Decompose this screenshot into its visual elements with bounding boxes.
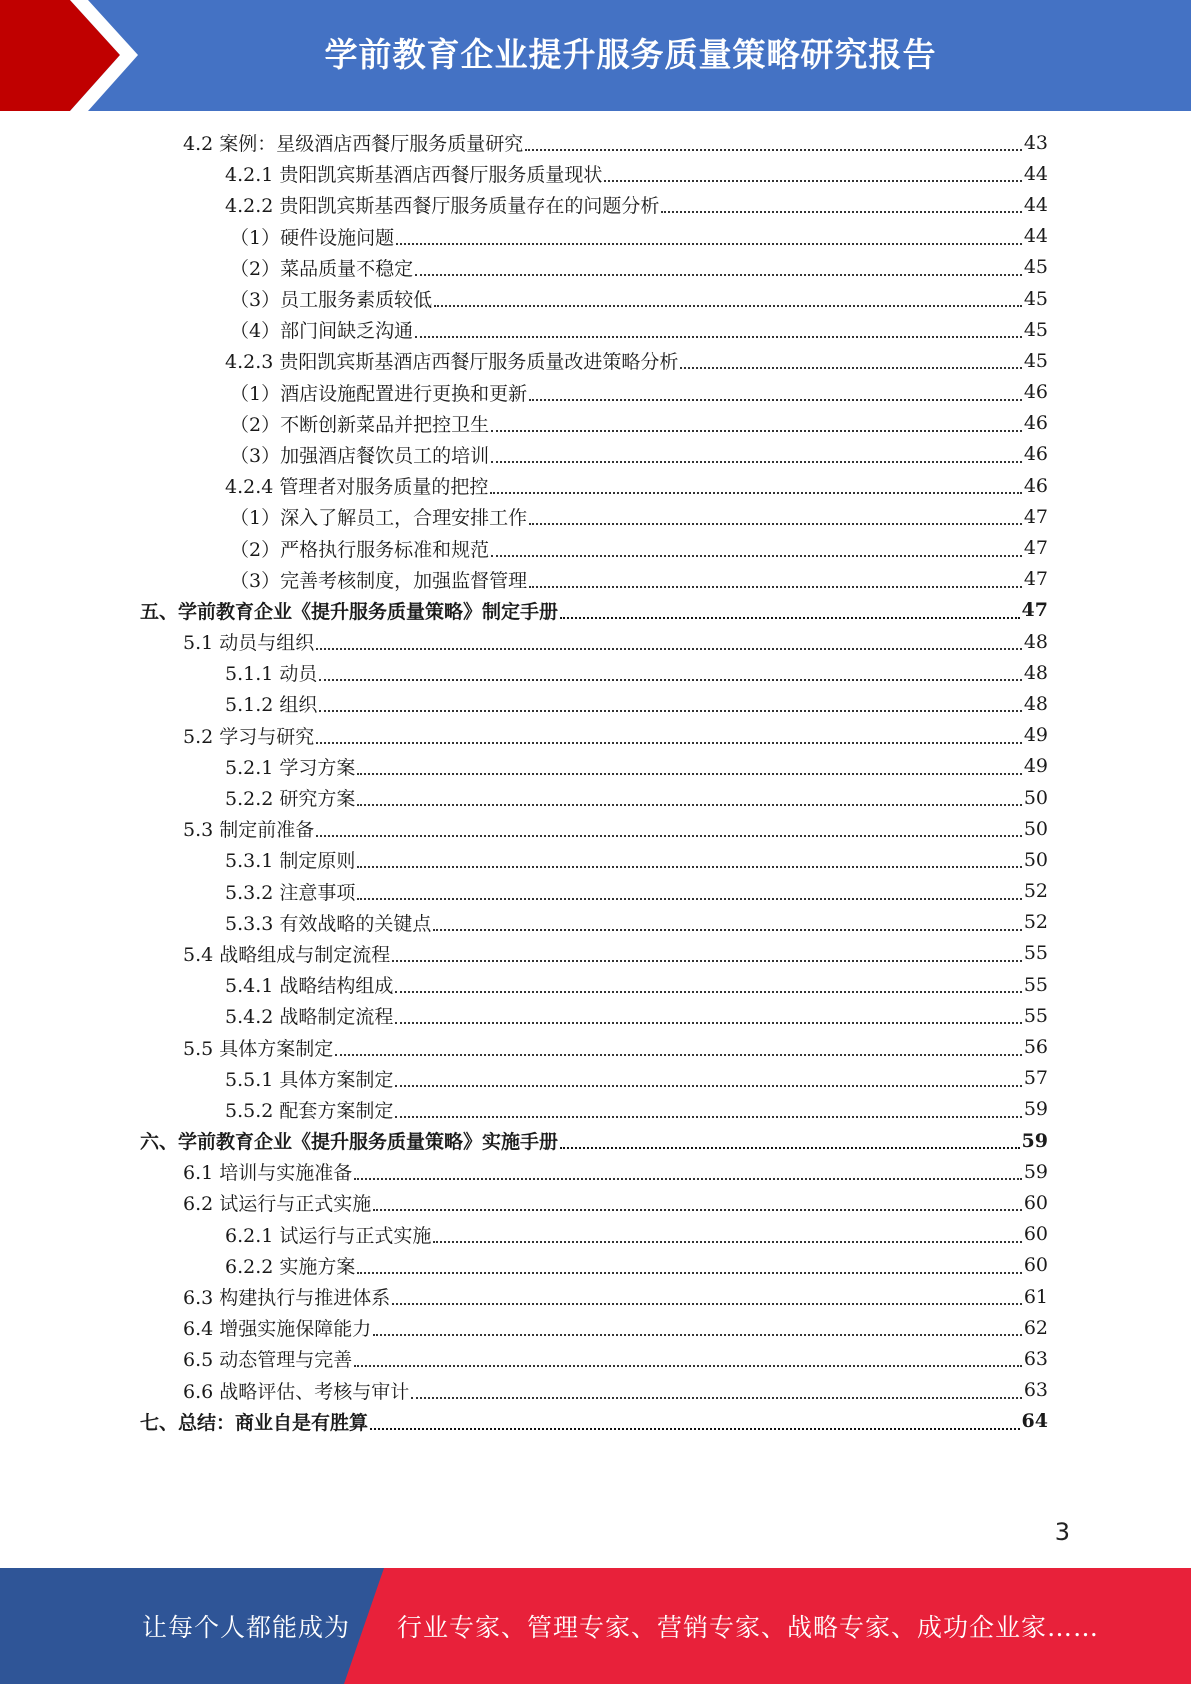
toc-entry-title: 5.5.1 具体方案制定: [225, 1068, 394, 1091]
toc-entry-page: 50: [1023, 817, 1048, 840]
toc-entry-page: 63: [1023, 1379, 1048, 1402]
toc-dot-leader: [560, 616, 1020, 619]
toc-dot-leader: [316, 834, 1022, 837]
toc-entry-title: 5.2.1 学习方案: [225, 756, 356, 779]
toc-entry-title: 5.1.2 组织: [225, 694, 318, 717]
toc-entry-page: 44: [1023, 162, 1048, 185]
toc-entry-title: 5.2.2 研究方案: [225, 788, 356, 811]
toc-entry[interactable]: [140, 1125, 1048, 1156]
toc-entry-title: 6.3 构建执行与推进体系: [183, 1287, 391, 1310]
page-number: 3: [1054, 1518, 1070, 1546]
toc-entry-title: （2）不断创新菜品并把控卫生: [230, 413, 490, 436]
toc-entry-title: 七、总结：商业自是有胜算: [140, 1411, 369, 1434]
toc-dot-leader: [335, 1053, 1022, 1056]
toc-entry[interactable]: [140, 1219, 1048, 1250]
toc-entry-title: 4.2.4 管理者对服务质量的把控: [225, 476, 489, 499]
toc-entry-title: 4.2.2 贵阳凯宾斯基西餐厅服务质量存在的问题分析: [225, 195, 660, 218]
toc-entry-title: 5.3.1 制定原则: [225, 850, 356, 873]
footer-slogan-right: 行业专家、管理专家、营销专家、战略专家、成功企业家……: [397, 1613, 1100, 1642]
toc-entry-title: 4.2 案例：星级酒店西餐厅服务质量研究: [183, 133, 524, 156]
toc-entry[interactable]: [140, 189, 1048, 220]
toc-entry[interactable]: [140, 969, 1048, 1000]
toc-entry-title: 5.5 具体方案制定: [183, 1037, 334, 1060]
page-header: [0, 0, 1191, 111]
toc-dot-leader: [357, 1271, 1021, 1274]
toc-entry[interactable]: [140, 345, 1048, 376]
toc-entry-title: （3）员工服务素质较低: [230, 289, 433, 312]
toc-entry-page: 55: [1023, 973, 1048, 996]
toc-entry[interactable]: [140, 626, 1048, 657]
toc-dot-leader: [529, 585, 1022, 588]
toc-entry[interactable]: [140, 532, 1048, 563]
toc-dot-leader: [370, 1427, 1020, 1430]
toc-entry[interactable]: [140, 1187, 1048, 1218]
toc-entry[interactable]: [140, 1406, 1048, 1437]
toc-entry-page: 48: [1023, 630, 1048, 653]
toc-entry-page: 60: [1023, 1191, 1048, 1214]
toc-dot-leader: [319, 678, 1021, 681]
toc-entry[interactable]: [140, 907, 1048, 938]
toc-entry-page: 52: [1023, 880, 1048, 903]
toc-entry-page: 45: [1023, 349, 1048, 372]
toc-dot-leader: [354, 1177, 1022, 1180]
toc-entry-title: 5.1 动员与组织: [183, 632, 315, 655]
toc-entry-page: 59: [1023, 1160, 1048, 1183]
toc-entry-title: 6.6 战略评估、考核与审计: [183, 1380, 410, 1403]
toc-entry-page: 60: [1023, 1254, 1048, 1277]
toc-entry-page: 63: [1023, 1347, 1048, 1370]
toc-entry-title: （3）完善考核制度，加强监督管理: [230, 569, 528, 592]
toc-entry-page: 46: [1023, 474, 1048, 497]
toc-entry-page: 43: [1023, 131, 1048, 154]
toc-dot-leader: [395, 1021, 1021, 1024]
toc-entry[interactable]: [140, 314, 1048, 345]
toc-entry-title: 6.4 增强实施保障能力: [183, 1318, 372, 1341]
toc-entry[interactable]: [140, 127, 1048, 158]
toc-entry-title: 5.3 制定前准备: [183, 819, 315, 842]
page-footer: [0, 1568, 1191, 1684]
toc-entry-page: 55: [1023, 942, 1048, 965]
footer-slogan-left: 让每个人都能成为: [142, 1613, 351, 1642]
toc-dot-leader: [411, 1396, 1022, 1399]
toc-entry[interactable]: [140, 720, 1048, 751]
toc-dot-leader: [415, 273, 1022, 276]
toc-entry-title: 6.2 试运行与正式实施: [183, 1193, 372, 1216]
toc-entry[interactable]: [140, 221, 1048, 252]
toc-entry[interactable]: [140, 688, 1048, 719]
toc-dot-leader: [604, 179, 1021, 182]
toc-entry-title: 5.3.3 有效战略的关键点: [225, 912, 432, 935]
toc-entry[interactable]: [140, 844, 1048, 875]
report-title: 学前教育企业提升服务质量策略研究报告: [324, 34, 937, 74]
toc-entry-page: 59: [1021, 1129, 1048, 1152]
toc-entry[interactable]: [140, 1094, 1048, 1125]
toc-entry-page: 57: [1023, 1067, 1048, 1090]
toc-entry[interactable]: [140, 1156, 1048, 1187]
toc-dot-leader: [373, 1333, 1022, 1336]
toc-dot-leader: [395, 1115, 1021, 1118]
toc-entry-title: 5.1.1 动员: [225, 663, 318, 686]
toc-entry[interactable]: [140, 1343, 1048, 1374]
toc-entry-page: 47: [1023, 537, 1048, 560]
toc-entry-page: 47: [1023, 568, 1048, 591]
toc-entry-page: 45: [1023, 287, 1048, 310]
toc-entry[interactable]: [140, 158, 1048, 189]
toc-entry-title: 6.5 动态管理与完善: [183, 1349, 353, 1372]
toc-entry[interactable]: [140, 501, 1048, 532]
toc-entry-title: 六、学前教育企业《提升服务质量策略》实施手册: [140, 1131, 559, 1154]
toc-entry-title: 6.2.1 试运行与正式实施: [225, 1224, 432, 1247]
toc-entry-title: 6.1 培训与实施准备: [183, 1162, 353, 1185]
toc-dot-leader: [395, 990, 1021, 993]
toc-dot-leader: [433, 1240, 1021, 1243]
toc-dot-leader: [415, 335, 1022, 338]
toc-entry-page: 44: [1023, 193, 1048, 216]
toc-dot-leader: [434, 304, 1022, 307]
toc-dot-leader: [661, 210, 1021, 213]
toc-dot-leader: [680, 366, 1021, 369]
toc-entry-title: （1）硬件设施问题: [230, 226, 395, 249]
toc-dot-leader: [491, 554, 1022, 557]
toc-entry-page: 59: [1023, 1098, 1048, 1121]
toc-entry[interactable]: [140, 782, 1048, 813]
toc-dot-leader: [395, 1084, 1021, 1087]
toc-entry[interactable]: [140, 813, 1048, 844]
toc-dot-leader: [316, 741, 1022, 744]
toc-dot-leader: [357, 897, 1021, 900]
toc-entry[interactable]: [140, 595, 1048, 626]
toc-entry-title: 5.2 学习与研究: [183, 725, 315, 748]
toc-dot-leader: [396, 242, 1022, 245]
toc-entry-page: 56: [1023, 1036, 1048, 1059]
toc-entry-title: 五、学前教育企业《提升服务质量策略》制定手册: [140, 600, 559, 623]
toc-entry-title: 5.4.1 战略结构组成: [225, 975, 394, 998]
toc-entry[interactable]: [140, 657, 1048, 688]
toc-entry-title: （3）加强酒店餐饮员工的培训: [230, 444, 490, 467]
toc-entry[interactable]: [140, 1281, 1048, 1312]
toc-entry-title: 5.5.2 配套方案制定: [225, 1099, 394, 1122]
toc-entry-title: 5.4.2 战略制定流程: [225, 1006, 394, 1029]
toc-dot-leader: [319, 709, 1021, 712]
toc-entry[interactable]: [140, 1250, 1048, 1281]
toc-entry[interactable]: [140, 377, 1048, 408]
toc-entry-title: 4.2.1 贵阳凯宾斯基酒店西餐厅服务质量现状: [225, 164, 603, 187]
toc-entry-title: 5.4 战略组成与制定流程: [183, 943, 391, 966]
toc-entry-page: 48: [1023, 692, 1048, 715]
toc-dot-leader: [529, 398, 1022, 401]
toc-dot-leader: [433, 928, 1021, 931]
toc-dot-leader: [491, 460, 1022, 463]
toc-entry-page: 46: [1023, 443, 1048, 466]
toc-dot-leader: [316, 647, 1022, 650]
toc-entry[interactable]: [140, 1031, 1048, 1062]
toc-entry[interactable]: [140, 1063, 1048, 1094]
toc-entry[interactable]: [140, 938, 1048, 969]
toc-entry[interactable]: [140, 751, 1048, 782]
toc-dot-leader: [357, 772, 1021, 775]
toc-dot-leader: [525, 148, 1022, 151]
toc-entry-page: 64: [1021, 1410, 1048, 1433]
toc-entry-page: 50: [1023, 848, 1048, 871]
toc-entry-title: 6.2.2 实施方案: [225, 1255, 356, 1278]
toc-entry-page: 47: [1023, 505, 1048, 528]
toc-entry[interactable]: [140, 439, 1048, 470]
toc-entry-title: （1）深入了解员工，合理安排工作: [230, 507, 528, 530]
toc-entry-page: 45: [1023, 318, 1048, 341]
toc-entry[interactable]: [140, 1000, 1048, 1031]
toc-dot-leader: [357, 865, 1021, 868]
toc-entry-title: 5.3.2 注意事项: [225, 881, 356, 904]
toc-dot-leader: [490, 491, 1021, 494]
toc-entry-title: （1）酒店设施配置进行更换和更新: [230, 382, 528, 405]
toc-entry-page: 61: [1023, 1285, 1048, 1308]
toc-entry-page: 50: [1023, 786, 1048, 809]
toc-entry-title: 4.2.3 贵阳凯宾斯基酒店西餐厅服务质量改进策略分析: [225, 351, 679, 374]
toc-entry[interactable]: [140, 470, 1048, 501]
toc-entry[interactable]: [140, 283, 1048, 314]
toc-dot-leader: [357, 803, 1021, 806]
toc-entry-title: （2）菜品质量不稳定: [230, 257, 414, 280]
toc-entry[interactable]: [140, 1375, 1048, 1406]
toc-entry-page: 46: [1023, 412, 1048, 435]
toc-entry[interactable]: [140, 408, 1048, 439]
toc-entry-page: 52: [1023, 911, 1048, 934]
toc-entry-page: 45: [1023, 256, 1048, 279]
toc-entry-page: 48: [1023, 661, 1048, 684]
toc-entry-page: 49: [1023, 724, 1048, 747]
toc-dot-leader: [373, 1208, 1022, 1211]
toc-dot-leader: [529, 522, 1022, 525]
toc-dot-leader: [560, 1146, 1020, 1149]
toc-dot-leader: [392, 959, 1022, 962]
toc-entry-title: （2）严格执行服务标准和规范: [230, 538, 490, 561]
toc-entry[interactable]: [140, 564, 1048, 595]
toc-entry-page: 44: [1023, 225, 1048, 248]
toc-entry-title: （4）部门间缺乏沟通: [230, 320, 414, 343]
toc-entry[interactable]: [140, 1312, 1048, 1343]
toc-dot-leader: [491, 429, 1022, 432]
toc-entry-page: 46: [1023, 381, 1048, 404]
toc-entry-page: 47: [1021, 599, 1048, 622]
table-of-contents: [140, 127, 1048, 1437]
toc-dot-leader: [354, 1364, 1022, 1367]
toc-entry-page: 55: [1023, 1004, 1048, 1027]
toc-entry-page: 49: [1023, 755, 1048, 778]
toc-entry[interactable]: [140, 876, 1048, 907]
toc-dot-leader: [392, 1302, 1022, 1305]
toc-entry-page: 62: [1023, 1316, 1048, 1339]
toc-entry-page: 60: [1023, 1223, 1048, 1246]
toc-entry[interactable]: [140, 252, 1048, 283]
